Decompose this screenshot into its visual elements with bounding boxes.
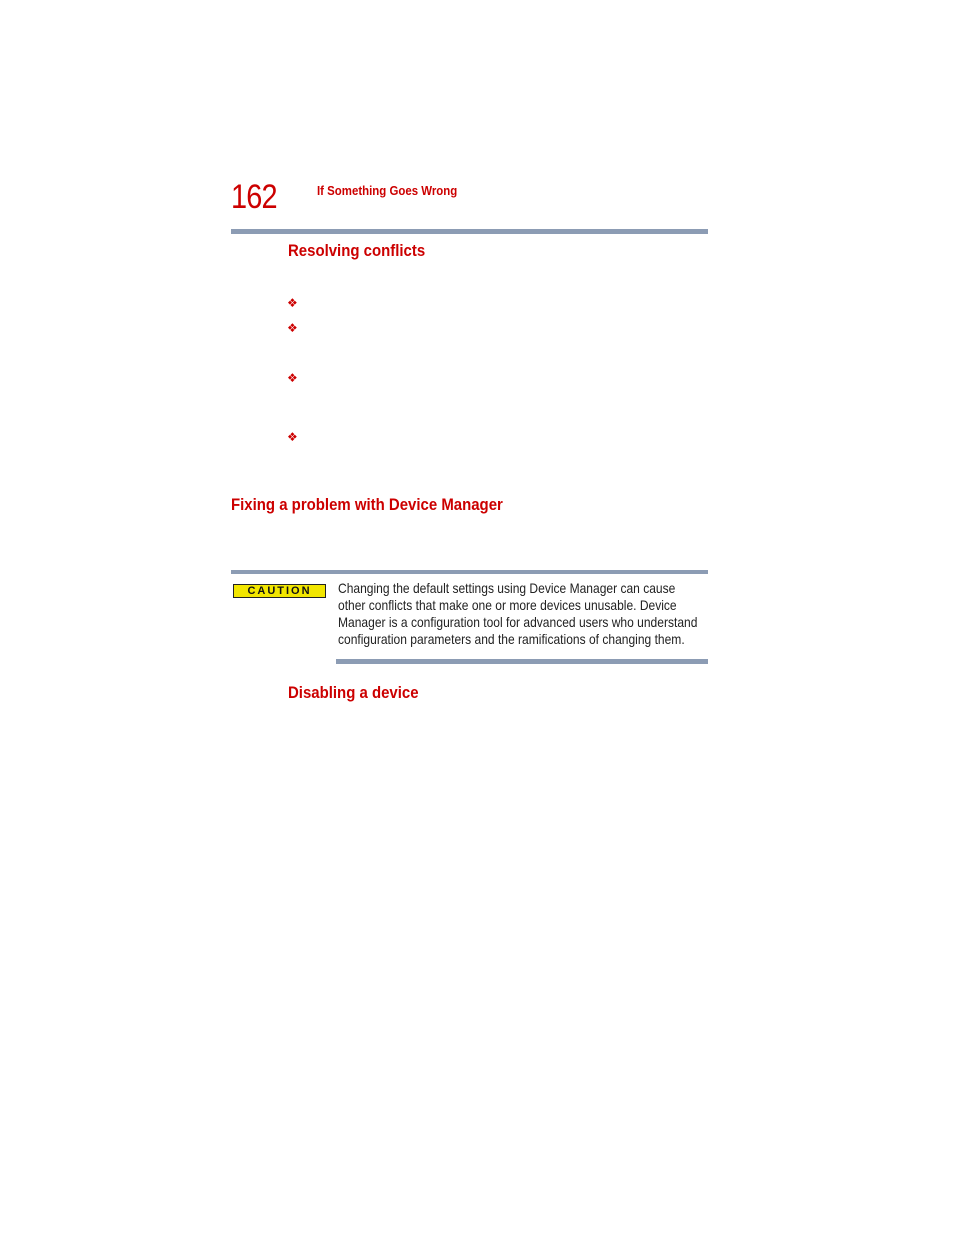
- caution-bottom-rule: [336, 659, 708, 664]
- bullet-icon: ❖: [287, 371, 298, 385]
- section-heading-resolving-conflicts: Resolving conflicts: [288, 241, 426, 260]
- section-heading-fixing-problem: Fixing a problem with Device Manager: [231, 495, 503, 514]
- caution-label: CAUTION: [247, 585, 312, 597]
- caution-text: Changing the default settings using Device Manager can cause other conflicts that make one or more devices unusable. Device Manager is a configuration tool for advanced users who understand configuration parameters and the ramifications of changing them.: [338, 580, 698, 647]
- bullet-icon: ❖: [287, 430, 298, 444]
- caution-badge: [233, 584, 326, 598]
- section-heading-disabling-device: Disabling a device: [288, 683, 419, 702]
- page-number: 162: [231, 178, 277, 216]
- running-head: If Something Goes Wrong: [317, 183, 458, 198]
- caution-top-rule: [231, 570, 708, 574]
- bullet-icon: ❖: [287, 321, 298, 335]
- bullet-icon: ❖: [287, 296, 298, 310]
- header-rule: [231, 229, 708, 234]
